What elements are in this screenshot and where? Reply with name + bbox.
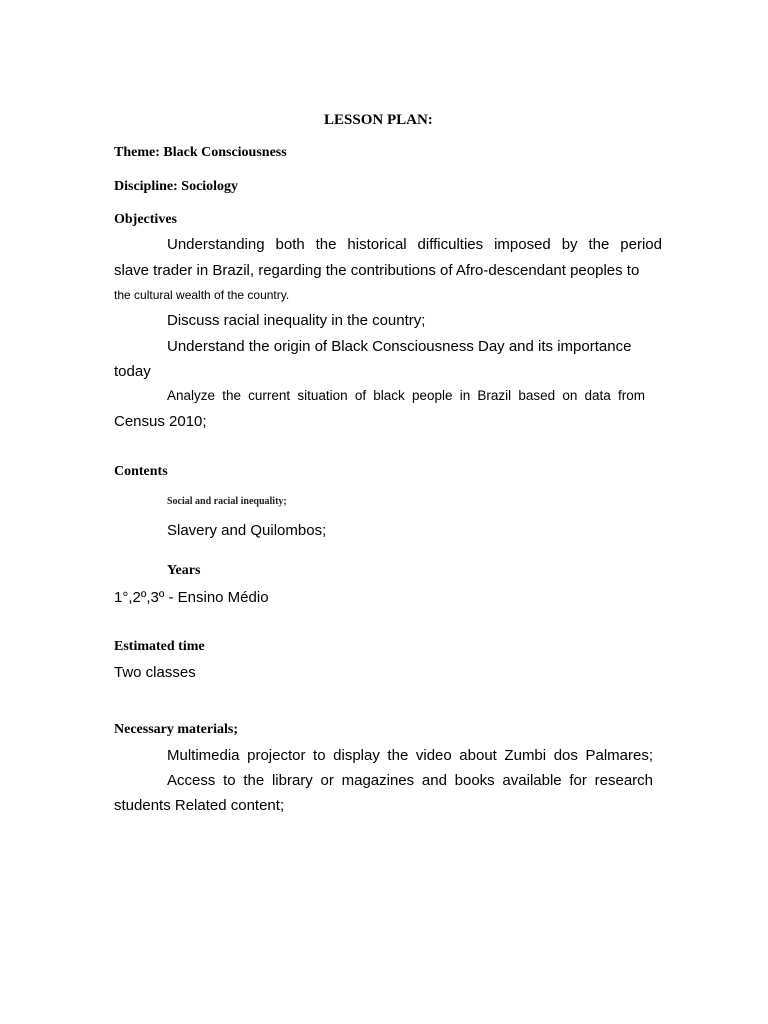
- years-value: 1°,2º,3º - Ensino Médio: [114, 589, 269, 606]
- discipline-line: Discipline: Sociology: [114, 179, 239, 194]
- materials-item-1: Multimedia projector to display the video about Zumbi dos Palmares;: [167, 747, 653, 764]
- objective-1-line-1: Understanding both the historical difficulties imposed by the period: [167, 236, 662, 253]
- contents-item-1: Social and racial inequality;: [167, 496, 287, 507]
- theme-line: Theme: Black Consciousness: [114, 145, 287, 160]
- estimated-time-heading: Estimated time: [114, 639, 205, 654]
- estimated-time-value: Two classes: [114, 664, 196, 681]
- contents-heading: Contents: [114, 464, 168, 479]
- objective-3-line-2: today: [114, 363, 151, 380]
- page-title: LESSON PLAN:: [324, 112, 433, 128]
- objective-1-line-2: slave trader in Brazil, regarding the contributions of Afro-descendant peoples to: [114, 262, 640, 279]
- objective-2: Discuss racial inequality in the country;: [167, 312, 426, 329]
- objectives-heading: Objectives: [114, 212, 177, 227]
- objective-3-line-1: Understand the origin of Black Consciousness Day and its importance: [167, 338, 632, 355]
- years-heading: Years: [167, 563, 201, 578]
- materials-item-2-line-2: students Related content;: [114, 797, 285, 814]
- objective-4-line-1: Analyze the current situation of black people in Brazil based on data from: [167, 388, 645, 403]
- materials-item-2-line-1: Access to the library or magazines and books available for research: [167, 772, 653, 789]
- materials-heading: Necessary materials;: [114, 722, 239, 737]
- objective-1-line-3: the cultural wealth of the country.: [114, 288, 290, 302]
- objective-4-line-2: Census 2010;: [114, 413, 207, 430]
- contents-item-2: Slavery and Quilombos;: [167, 522, 327, 539]
